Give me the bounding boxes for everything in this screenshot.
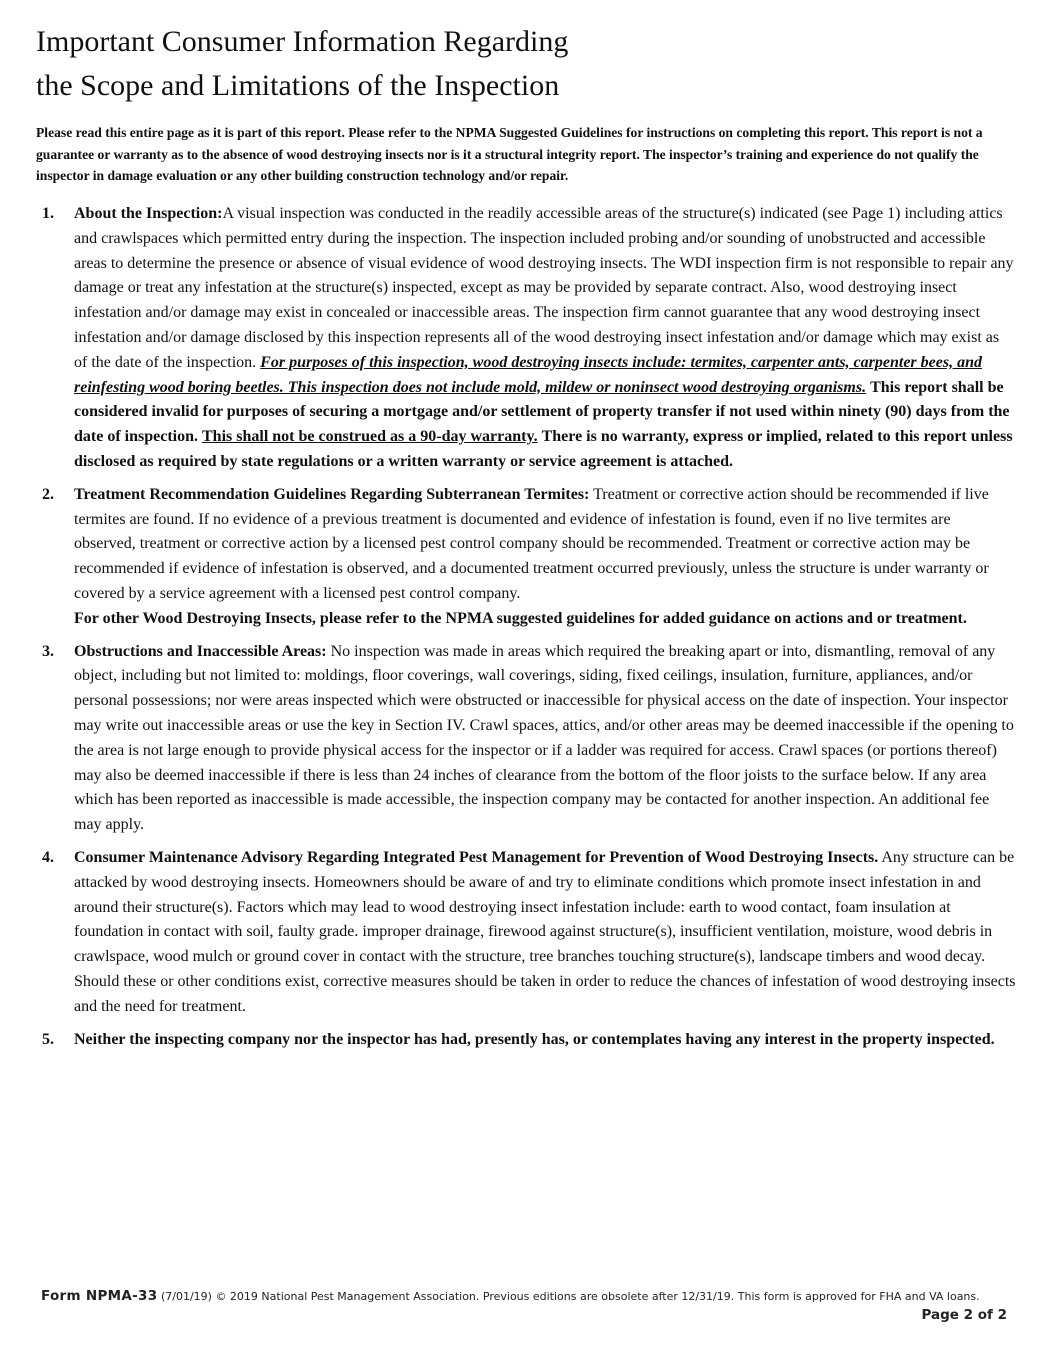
item-text: No inspection was made in areas which required the breaking apart or into, dismantling, removal of any object, including but not limited to: moldings, floor coverings, wall coverings, siding, fixed ceilings, insulation, furniture, appliances, and/or personal possessions; nor were areas inspected which were obstructed or inaccessible for physical access on the date of inspection. Your inspector may write out inaccessible areas or use the key in Section IV. Crawl spaces, attics, and/or other areas may be deemed inaccessible if the opening to the area is not large enough to provide physical access for the inspector or if a ladder was required for access. Crawl spaces (or portions thereof) may also be deemed inaccessible if there is less than 24 inches of clearance from the bottom of the floor joists to the surface below. If any area which has been reported as inaccessible is made accessible, the inspection company may be contacted for another inspection. An additional fee may apply. [74,642,1014,834]
list-item-treatment-guidelines [0,483,1016,632]
no-warranty-underlined-text: This shall not be construed as a 90-day warranty. [202,428,538,446]
item-heading: Consumer Maintenance Advisory Regarding Integrated Pest Management for Prevention of Wood Destroying Insects. [74,848,879,866]
list-item-about-inspection [0,202,1016,475]
item-body [74,483,1016,607]
item-number: 2. [42,485,54,503]
item-text: Treatment or corrective action should be recommended if live termites are found. If no evidence of a previous treatment is documented and evidence of infestation is found, even if no live termites are observed, treatment or corrective action by a licensed pest control company should be recommended. Treatment or corrective action may be recommended if evidence of infestation is observed, and a documented treatment occurred previously, unless the structure is under warranty or covered by a service agreement with a licensed pest control company. [74,485,989,602]
validity-text: This report shall be considered invalid for purposes of securing a mortgage and/or settlement of property transfer if not used within ninety (90) days from the date of inspection. [74,378,1010,446]
list-item-obstructions [0,640,1016,838]
item-number: 3. [42,642,54,660]
wdi-definition-text: For purposes of this inspection, wood destroying insects include: termites, carpenter ants, carpenter bees, and reinfesting wood boring beetles. This inspection does not include mold, mildew or noninsect wood destroying organisms. [74,353,982,396]
information-list [0,202,1050,1060]
page-title [36,20,1016,108]
page-title-line-2: the Scope and Limitations of the Inspection [36,69,560,102]
list-item-no-interest [0,1028,1016,1053]
item-text: Any structure can be attacked by wood destroying insects. Homeowners should be aware of and try to eliminate conditions which promote insect infestation in and around their structure(s). Factors which may lead to wood destroying insect infestation include: earth to wood contact, foam insulation at foundation in contact with soil, faulty grade. improper drainage, firewood against structure(s), insufficient ventilation, moisture, wood debris in crawlspace, wood mulch or ground cover in contact with the structure, tree branches touching structure(s), landscape timbers and wood decay. Should these or other conditions exist, corrective measures should be taken in order to reduce the chances of infestation of wood destroying insects and the need for treatment. [74,848,1016,1015]
item-number: 4. [42,848,54,866]
item-heading: About the Inspection: [74,205,223,222]
page-number: Page 2 of 2 [921,1307,1007,1323]
list-item-maintenance-advisory [0,846,1016,1020]
form-details: (7/01/19) © 2019 National Pest Management Association. Previous editions are obsolete after 12/31/19. This form is approved for FHA and VA loans. [160,1290,980,1303]
item-body [74,640,1016,838]
item-number: 5. [42,1030,54,1048]
item-text: A visual inspection was conducted in the readily accessible areas of the structure(s) indicated (see Page 1) including attics and crawlspaces which permitted entry during the inspection. The inspection included probing and/or sounding of unobstructed and accessible areas to determine the presence or absence of visual evidence of wood destroying insects. The WDI inspection firm is not responsible to repair any damage or treat any infestation at the structure(s) inspected, except as may be provided by separate contract. Also, wood destroying insect infestation and/or damage may exist in concealed or inaccessible areas. The inspection firm cannot guarantee that any wood destroying insect infestation and/or damage disclosed by this inspection represents all of the wood destroying insect infestation and/or damage which may exist as of the date of the inspection. [74,205,1014,371]
item-note: For other Wood Destroying Insects, please refer to the NPMA suggested guidelines for added guidance on actions and or treatment. [74,609,967,627]
item-heading: Obstructions and Inaccessible Areas: [74,642,327,660]
item-body: Neither the inspecting company nor the inspector has had, presently has, or contemplates having any interest in the property inspected. [74,1030,995,1048]
item-number: 1. [42,205,54,222]
warranty-disclaimer-text: There is no warranty, express or implied, related to this report unless disclosed as required by state regulations or a written warranty or service agreement is attached. [74,428,1013,470]
page-footer [41,1288,1011,1323]
item-body [74,202,1016,475]
intro-paragraph: Please read this entire page as it is part of this report. Please refer to the NPMA Suggested Guidelines for instructions on completing this report. This report is not a guarantee or warranty as to the absence of wood destroying insects nor is it a structural integrity report. The inspector’s training and experience do not qualify the inspector in damage evaluation or any other building construction technology and/or repair. [36,125,983,183]
page-title-line-1: Important Consumer Information Regarding [36,25,569,58]
form-id: Form NPMA-33 [41,1288,158,1304]
item-heading: Treatment Recommendation Guidelines Regarding Subterranean Termites: [74,485,590,503]
item-body [74,846,1016,1020]
